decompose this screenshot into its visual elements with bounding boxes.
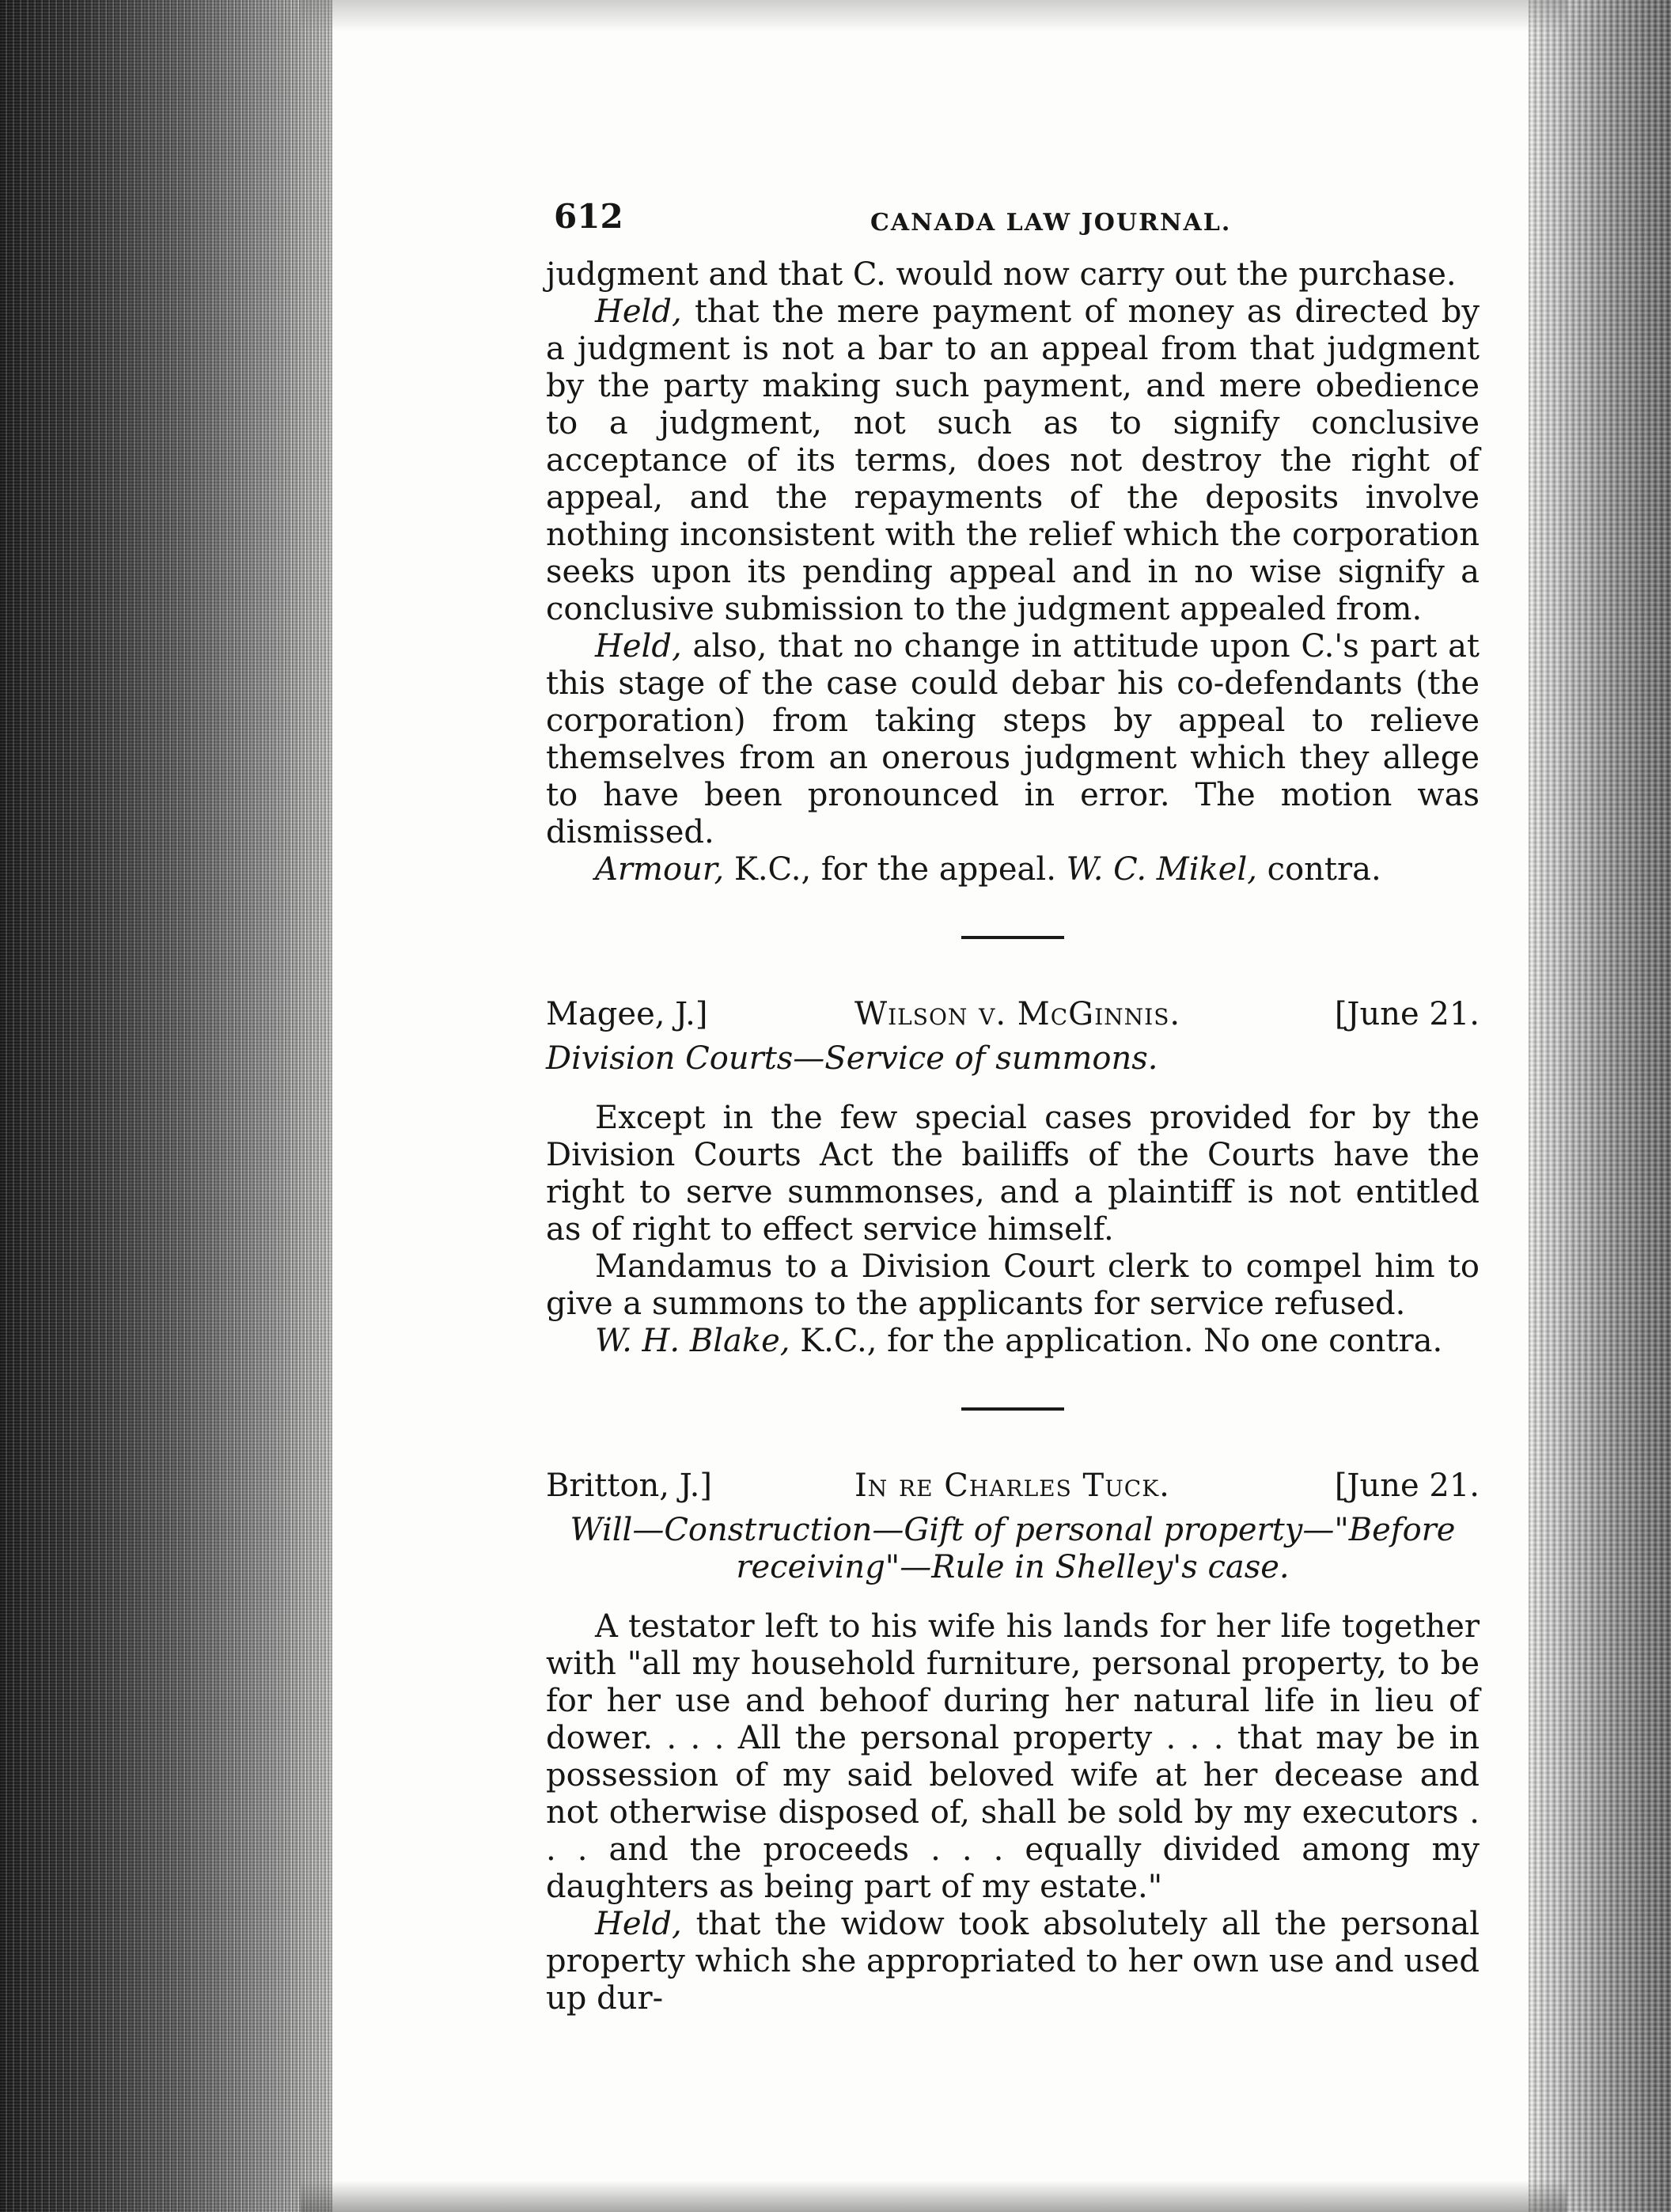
counsel-name: Armour,: [595, 851, 725, 888]
held-text: that the mere payment of money as directed by a judgment is not a bar to an appeal from that judgment by the party making such payment, and mere obedience to a judgment, not such as to signify conclusive acceptance of its terms, does not destroy the right of appeal, and the repayments of the deposits involve nothing inconsistent with the relief which the corporation seeks upon its pending appeal and in no wise signify a conclusive submission to the judgment appealed from.: [546, 294, 1480, 627]
judge-name: Britton, J.]: [546, 1468, 712, 1504]
case-2-paragraph-2: Mandamus to a Division Court clerk to compel him to give a summons to the applicants for service refused.: [546, 1248, 1480, 1322]
case-2-counsel: [546, 1323, 1480, 1360]
journal-title: CANADA LAW JOURNAL.: [870, 209, 1232, 237]
case-2: [546, 996, 1480, 1360]
binding-edge-left: [0, 0, 332, 2212]
held-text: also, that no change in attitude upon C.'s part at this stage of the case could debar his co-defendants (the corporation) from taking steps by appeal to relieve themselves from an onerous judgment which they allege to have been pronounced in error. The motion was dismissed.: [546, 628, 1480, 850]
page-edge-bottom: [301, 2180, 1567, 2212]
counsel-name: W. H. Blake,: [595, 1323, 790, 1359]
case-3: [546, 1468, 1480, 2017]
case-date: [June 21.: [1334, 1468, 1480, 1504]
case-3-held-paragraph: [546, 1906, 1480, 2017]
held-label: Held,: [595, 294, 682, 330]
counsel-text: K.C., for the application. No one contra.: [790, 1323, 1443, 1359]
case-3-headnote: Will—Construction—Gift of personal property—"Before receiving"—Rule in Shelley's case.: [570, 1512, 1456, 1585]
case-2-paragraph-1: Except in the few special cases provided for by the Division Courts Act the bailiffs of the Courts have the right to serve summonses, and a plaintiff is not entitled as of right to effect service himself.: [546, 1100, 1480, 1248]
case-1-counsel: [546, 851, 1480, 888]
running-head: [546, 198, 1480, 245]
page-edge-right: [1529, 0, 1671, 2212]
case-3-heading: [546, 1468, 1480, 1507]
case-style: In re Charles Tuck.: [854, 1468, 1170, 1504]
judge-name: Magee, J.]: [546, 996, 708, 1032]
page-number: 612: [554, 197, 623, 236]
held-label: Held,: [595, 1906, 682, 1942]
section-divider: [961, 936, 1064, 939]
case-1-held-paragraph: [546, 294, 1480, 628]
counsel-name: W. C. Mikel,: [1066, 851, 1257, 888]
counsel-text: contra.: [1256, 851, 1381, 888]
case-1: [546, 256, 1480, 888]
held-label: Held,: [595, 628, 682, 665]
case-style: Wilson v. McGinnis.: [854, 996, 1181, 1032]
case-2-heading: [546, 996, 1480, 1036]
case-3-paragraph-1: A testator left to his wife his lands for her life together with "all my household furniture, personal property, to be for her use and behoof during her natural life in lieu of dower. . . . All the personal property . . . that may be in possession of my said beloved wife at her decease and not otherwise disposed of, shall be sold by my executors . . . and the proceeds . . . equally divided among my daughters as being part of my estate.": [546, 1608, 1480, 1905]
case-date: [June 21.: [1334, 996, 1480, 1032]
case-2-headnote: Division Courts—Service of summons.: [546, 1040, 1158, 1077]
counsel-text: K.C., for the appeal.: [724, 851, 1067, 888]
page-edge-top: [301, 0, 1567, 32]
case-1-continuation: judgment and that C. would now carry out the purchase.: [546, 256, 1457, 293]
held-text: that the widow took absolutely all the personal property which she appropriated to her own use and used up dur-: [546, 1906, 1480, 2017]
case-1-held-also-paragraph: [546, 628, 1480, 851]
page-content: [546, 198, 1480, 2017]
section-divider: [961, 1407, 1064, 1411]
